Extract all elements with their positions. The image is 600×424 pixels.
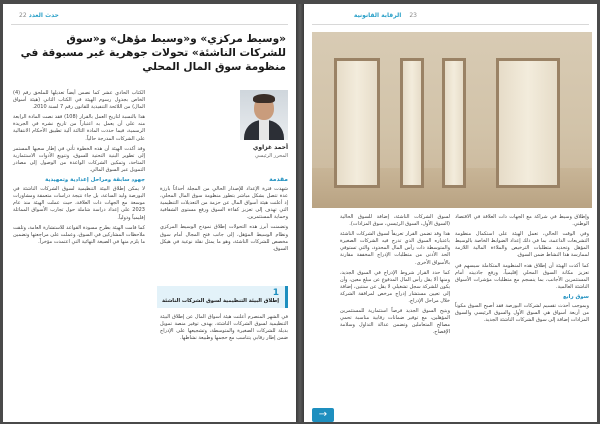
header-divider [312,24,589,25]
subheading: جهود سابقة ومراحل إعدادية وتمهيدية [45,177,145,184]
header-section: حدث العدد [28,12,59,19]
intro-paragraph: شهدت فترة الإعداد للإصدار الحالي من المجلة أحداثاً بارزة عدة تتصل بشكل مباشر بتطور منظومة سوق المال المحلي، إذ أعلنت هيئة أسواق المال عن حزمة من التعديلات التنظيمية التي تهدف إلى تعزيز كفاءة السوق ورفع مستوى الشفافية وحماية المستثمرين. [160,186,288,221]
section-column [160,314,288,418]
body-paragraph: وقد أكدت الهيئة أن هذه الخطوة تأتي في إطار سعيها المستمر إلى تطوير البنية التحتية للسوق، وتنويع الأدوات الاستثمارية المتاحة، وتمكين الشركات الواعدة من الوصول إلى مصادر التمويل عبر السوق المالي. [13,145,145,173]
left-text-column [340,214,450,410]
body-paragraph: ويتيح السوق الجديد فرصاً استثمارية للمستثمرين المؤهلين، مع توفير ضمانات رقابية مناسبة تحمي مصالح المتعاملين وتضمن عدالة التداول وسلامة الإفصاح. [340,308,450,336]
body-paragraph: وفي الوقت الحالي، تعمل الهيئة على استكمال منظومة التشريعات الداعمة، بما في ذلك إعداد الضوابط الخاصة بالوسيط المؤهل وتحديد متطلبات الترخيص والملاءة المالية اللازمة لممارسة هذا النشاط ضمن السوق. [455,231,589,259]
body-paragraph: لسوق الشركات الناشئة، إضافة للسوق الحالية (السوق الأول، السوق الرئيسي، سوق المزادات). [340,214,450,228]
subheading: سوق رابع [562,293,589,300]
photo-door [496,58,560,188]
intro-paragraph-2: وتضمنت أبرز هذه التحولات إطلاق نموذج الوسيط المركزي ونظام الوسيط المؤهل، إلى جانب فتح المجال أمام سوق مخصص للشركات الناشئة، وهو ما يمثل نقلة نوعية في هيكل السوق. [160,224,288,252]
right-text-column [455,214,589,410]
body-paragraph: هذا بالنسبة لتاريخ العمل بالقرار (108) فقد نصت المادة الرابعة منه على أن يعمل به اعتباراً من تاريخ نشره في الجريدة الرسمية، فيما حددت المادة الثالثة آلية تطبيق الأحكام الانتقالية على الشركات المدرجة حالياً. [13,114,145,142]
author-role: المحرر الرئيسي [255,153,288,159]
body-paragraph: الكتاب الحادي عشر كما نصس أيضاً تعديلها للملحق رقم (4) الخاص بجدول رسوم الهيئة في الكتاب الثاني (هيئة أسواق المال) من اللائحة التنفيذية للقانون رقم 7 لسنة 2010. [13,90,145,111]
next-page-arrow-button[interactable]: → [312,408,334,422]
header-section: الرقابة القانونية [353,12,402,19]
page-number: 22 [19,12,27,19]
intro-column [160,186,288,282]
body-paragraph: كما أكدت الهيئة أن إطلاق هذه المنظومة المتكاملة سيسهم في تعزيز مكانة السوق المحلي إقليمياً، ورفع جاذبيته أمام المستثمرين الأجانب، بما ينسجم مع متطلبات مؤشرات الأسواق الناشئة العالمية. [455,262,589,290]
left-text-column [13,90,145,418]
page-22 [3,4,296,422]
page-number: 23 [409,12,417,19]
body-paragraph: كما قامت الهيئة بطرح مسودة القواعد للاستشارة العامة، وتلقت ملاحظات المشاركين في السوق، وعملت على مراجعتها وتضمين ما يلزم منها في الصيغة النهائية التي اعتمدت مؤخراً. [13,224,145,245]
section-paragraph: في الشهر المنصرم أعلنت هيئة أسواق المال عن إطلاق البيئة التنظيمية لسوق الشركات الناشئة، بهدف توفير منصة تمويل بديلة للشركات الصغيرة والمتوسطة، وتشجيعها على الإدراج ضمن إطار رقابي يتناسب مع حجمها وطبيعة نشاطها. [160,314,288,342]
author-name: أحمد غزاوي [252,144,288,151]
article-title: «وسيط مركزي» و«وسيط مؤهل» و«سوق للشركات الناشئة» تحولات جوهرية غير مسبوقة في منظومة سوق المال المحلي [20,33,286,73]
body-paragraph: لا يمكن إطلاق البيئة التنظيمية لسوق الشركات الناشئة في البورصة وليد الساعة، بل جاء نتيجة دراسات متعمقة ومشاورات موسعة مع الجهات ذات العلاقة، حيث عملت الهيئة منذ عام 2023 على إعداد دراسة شاملة حول تجارب الأسواق المماثلة إقليمياً ودولياً. [13,186,145,221]
header-divider [11,24,288,25]
section-number: 1 [272,288,279,298]
photo-pillar [442,58,466,188]
page-header [354,12,417,19]
body-paragraph: وبموجب أحدث تقسيم لشركات البورصة فقد أصبح السوق مكوناً من أربعة أسواق هي السوق الأول والسوق الرئيسي والسوق المزادات إضافة إلى سوق الشركات الناشئة الجديد. [455,303,589,324]
page-gutter [296,4,304,422]
photo-door [334,58,380,188]
photo-pillar [400,58,424,188]
intro-heading: مقدمة [269,176,288,183]
section-title: إطلاق البيئة التنظيمية لسوق الشركات الناشئة [161,298,279,304]
body-paragraph: وإطلاق وسيط في شراكة مع الجهات ذات العلاقة في الاقتصاد الوطني. [455,214,589,228]
author-photo [240,90,288,140]
section-heading-box [157,286,288,308]
body-paragraph: كما حدد القرار شروط الإدراج في السوق الجديد، ومنها ألا يقل رأس المال المدفوع عن مبلغ معين، وأن يكون للشركة سجل تشغيلي لا يقل عن سنتين، إضافة إلى تعيين مستشار إدراج مرخص لمرافقة الشركة خلال مراحل الإدراج. [340,269,450,305]
author-block [160,90,288,168]
page-header [13,12,59,19]
article-photo [312,32,592,208]
body-paragraph: هذا وقد تضمن القرار تعريفاً لسوق الشركات الناشئة باعتباره السوق الذي تدرج فيه الشركات الصغيرة والمتوسطة ذات رأس المال المحدود، والتي تستوفي الحد الأدنى من متطلبات الإدراج المخففة مقارنة بالأسواق الأخرى. [340,231,450,266]
page-23 [304,4,597,422]
